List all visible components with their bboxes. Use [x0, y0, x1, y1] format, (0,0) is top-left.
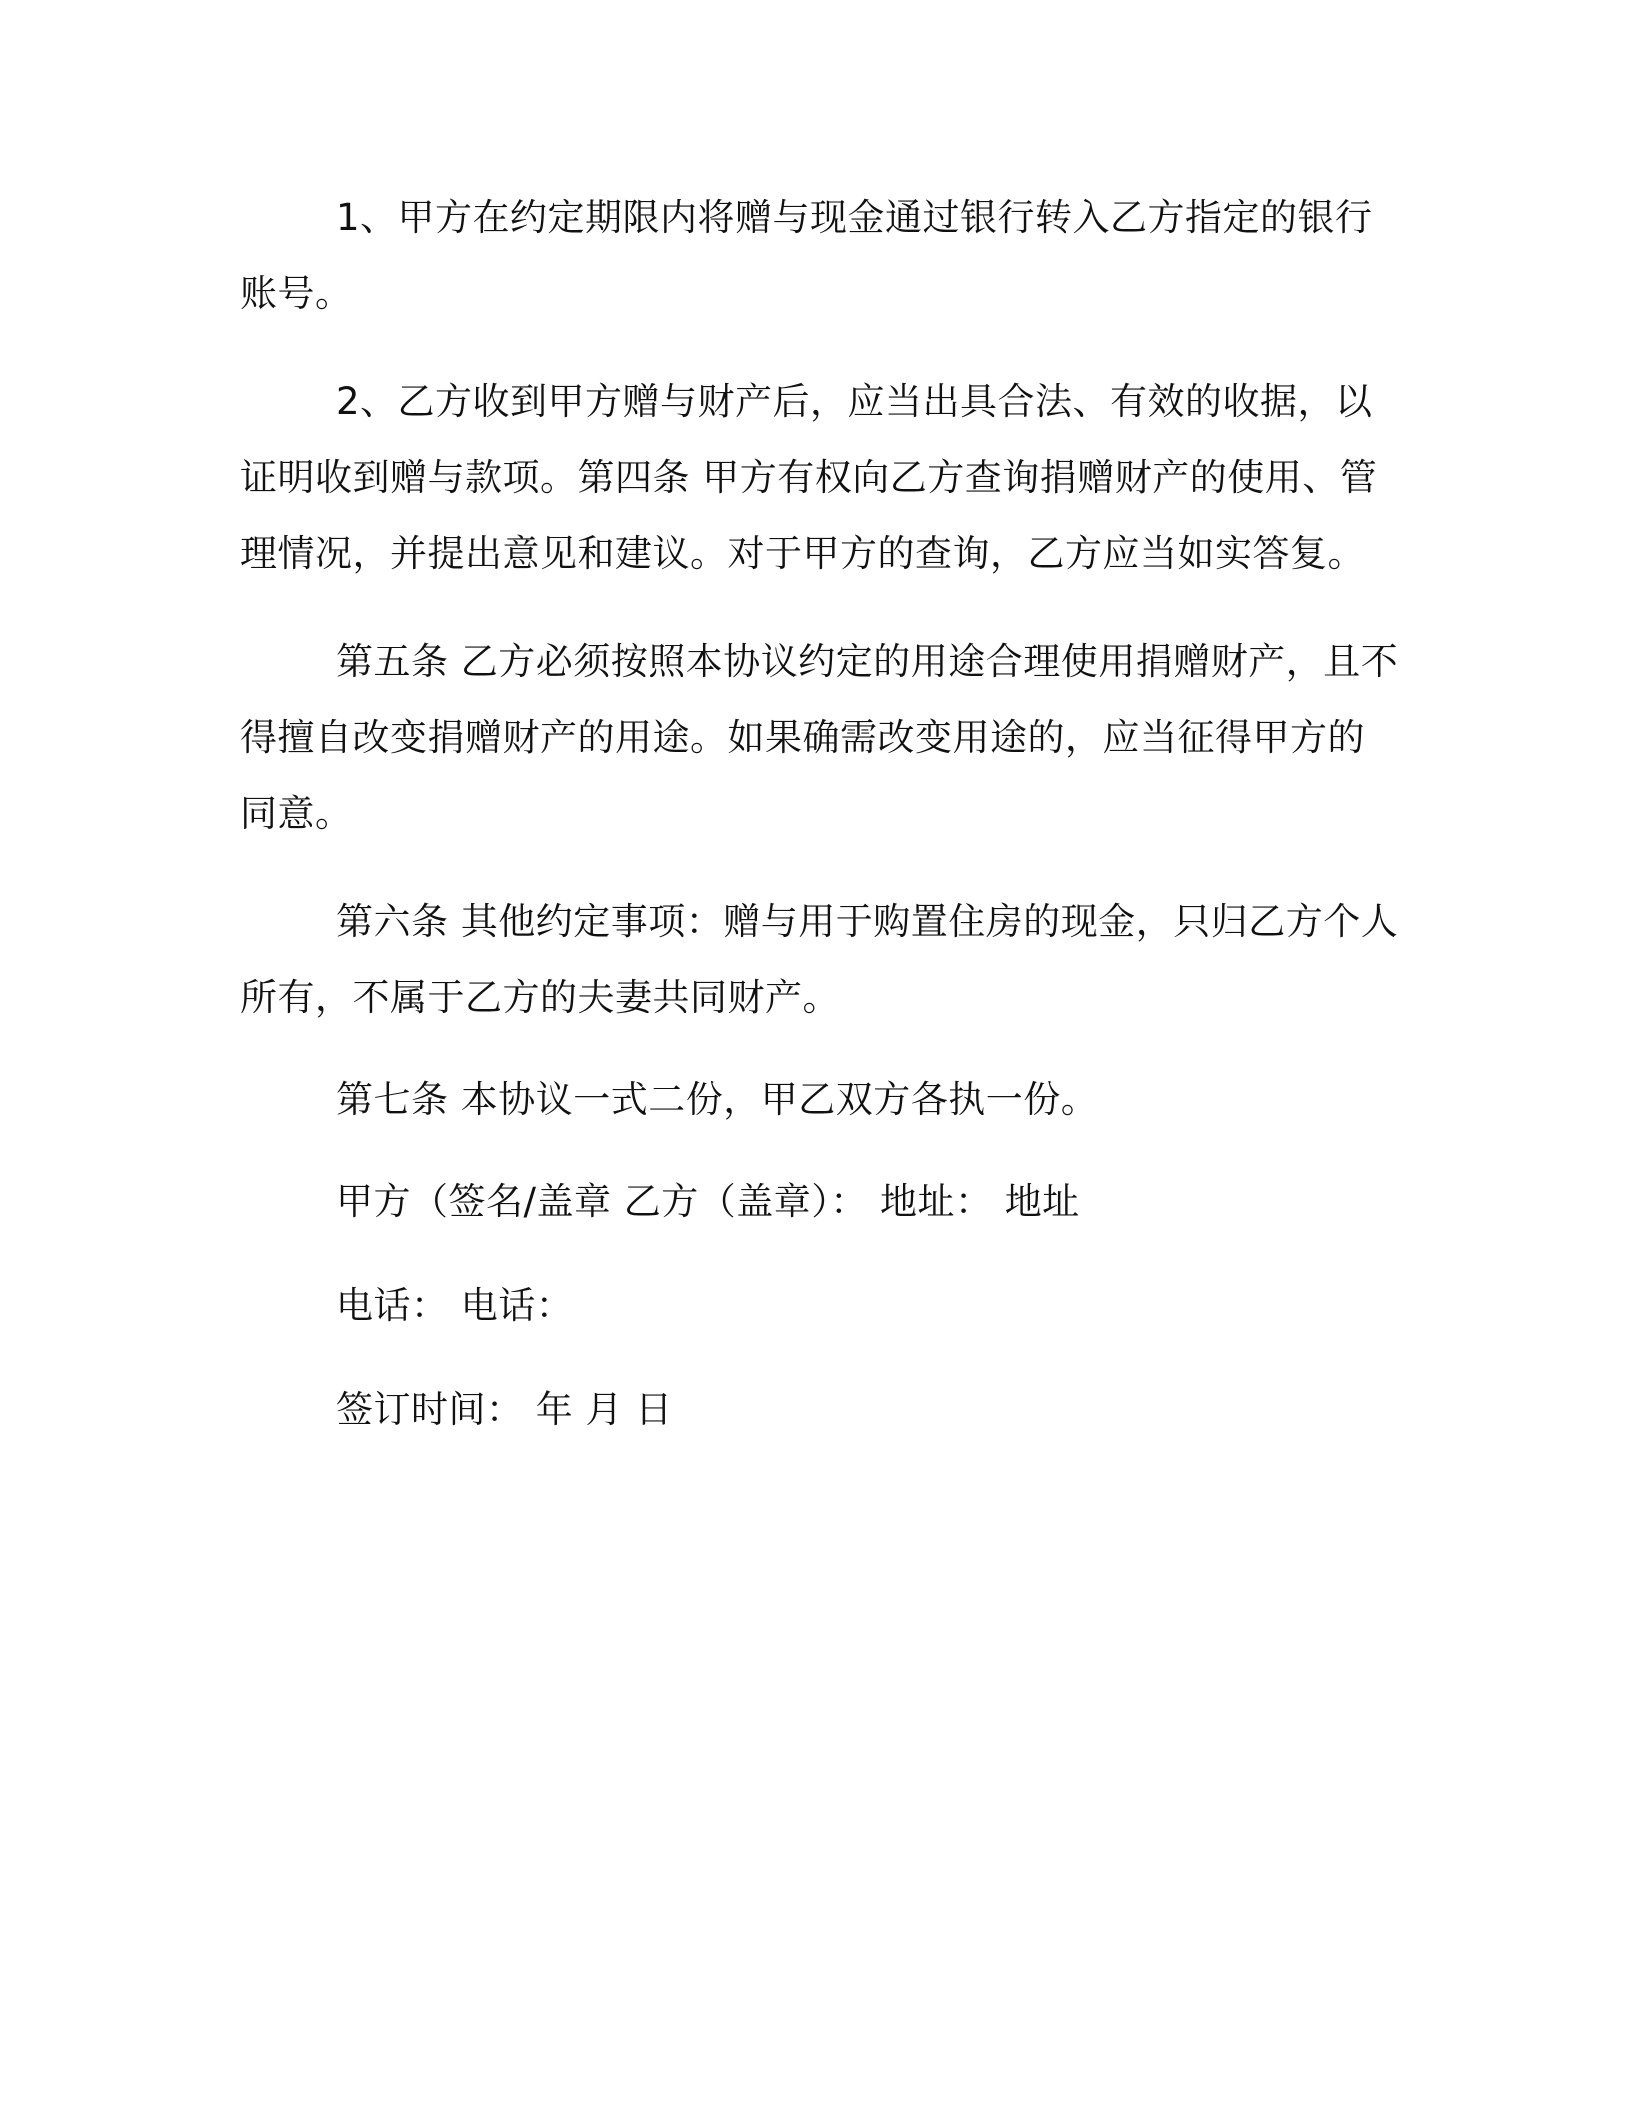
- date-line: 签订时间： 年 月 日: [336, 1388, 673, 1431]
- phone-line: 电话： 电话：: [336, 1284, 574, 1327]
- paragraph-article-5: 第五条 乙方必须按照本协议约定的用途合理使用捐赠财产，且不得擅自改变捐赠财产的用途。如果确需改变用途的，应当征得甲方的同意。: [240, 640, 1399, 835]
- paragraph-clause-2-article-4: 2、乙方收到甲方赠与财产后，应当出具合法、有效的收据，以证明收到赠与款项。第四条 甲方有权向乙方查询捐赠财产的使用、管理情况，并提出意见和建议。对于甲方的查询，乙方应当如实答复。: [240, 380, 1378, 575]
- paragraph-article-7: 第七条 本协议一式二份，甲乙双方各执一份。: [336, 1078, 1099, 1121]
- paragraph-article-6: 第六条 其他约定事项：赠与用于购置住房的现金，只归乙方个人所有，不属于乙方的夫妻共同财产。: [240, 900, 1399, 1019]
- document-body: [240, 180, 1400, 1448]
- signature-line: 甲方（签名/盖章 乙方（盖章）： 地址： 地址: [336, 1180, 1080, 1223]
- paragraph-clause-1: 1、甲方在约定期限内将赠与现金通过银行转入乙方指定的银行账号。: [240, 196, 1373, 315]
